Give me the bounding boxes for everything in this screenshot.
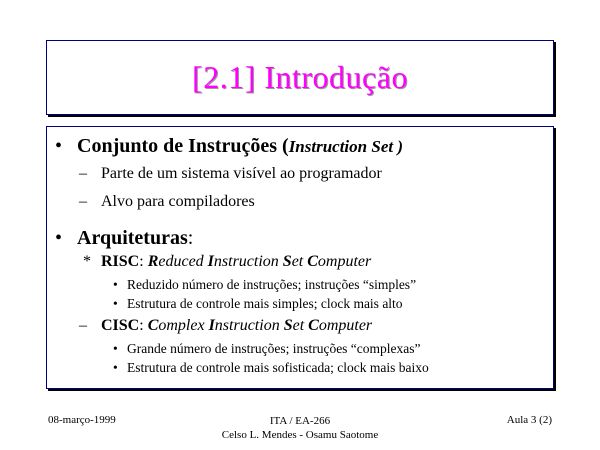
acronym-rest: omputer [317, 253, 372, 270]
risc-expansion [148, 253, 372, 270]
subitem-compilers [79, 193, 255, 211]
cisc-expansion [148, 317, 372, 334]
bullet-dot: • [55, 135, 63, 157]
detail-text: Estrutura de controle mais sofisticada; clock mais baixo [127, 360, 429, 375]
subitem-text: Alvo para compiladores [101, 193, 255, 210]
acronym-letter: S [282, 253, 292, 270]
cisc-label: CISC [101, 317, 140, 334]
risc-colon: : [139, 253, 148, 270]
dash-bullet: – [79, 165, 87, 182]
cisc-colon: : [139, 317, 148, 334]
footer-date: 08-março-1999 [48, 414, 116, 426]
slide-title-box [46, 40, 554, 115]
subitem-risc [83, 253, 371, 271]
acronym-letter: C [307, 253, 318, 270]
subitem-cisc [79, 317, 372, 335]
risc-label: RISC [101, 253, 140, 270]
detail-text: Reduzido número de instruções; instruções “simples” [127, 277, 417, 292]
bullet-item-architectures [55, 227, 193, 250]
risc-detail-instructions [113, 277, 416, 293]
detail-text: Estrutura de controle mais simples; clock mais alto [127, 296, 403, 311]
bullet-dot: • [55, 227, 63, 249]
asterisk-bullet: * [83, 253, 91, 270]
acronym-letter: I [208, 317, 215, 334]
acronym-rest: educed [158, 253, 208, 270]
acronym-rest: nstruction [213, 253, 283, 270]
cisc-detail-instructions [113, 341, 421, 357]
acronym-rest: et [291, 253, 308, 270]
footer-authors: Celso L. Mendes - Osamu Saotome [221, 429, 379, 441]
acronym-letter: I [207, 253, 214, 270]
acronym-rest: omputer [318, 317, 373, 334]
risc-detail-control [113, 296, 403, 312]
small-bullet: • [113, 296, 118, 311]
acronym-letter: C [308, 317, 319, 334]
item-text-italic: Instruction Set ) [288, 137, 403, 156]
acronym-rest: et [292, 317, 309, 334]
bullet-item-instruction-set [55, 135, 403, 158]
subitem-visible-programmer [79, 165, 382, 183]
dash-bullet: – [79, 193, 87, 210]
acronym-rest: nstruction [214, 317, 284, 334]
item-text-bold: Conjunto de Instruções ( [77, 135, 289, 157]
slide-title: [2.1] Introdução [192, 59, 408, 95]
acronym-letter: S [283, 317, 293, 334]
footer-page: Aula 3 (2) [506, 414, 552, 426]
footer-course-code: ITA / EA-266 [269, 415, 331, 427]
small-bullet: • [113, 360, 118, 375]
detail-text: Grande número de instruções; instruções “complexas” [127, 341, 421, 356]
slide-body-box [46, 126, 554, 389]
cisc-detail-control [113, 360, 429, 376]
acronym-letter: C [147, 317, 159, 334]
subitem-text: Parte de um sistema visível ao programador [101, 165, 382, 182]
small-bullet: • [113, 277, 118, 292]
item-text: : [187, 227, 194, 249]
acronym-letter: R [147, 253, 159, 270]
small-bullet: • [113, 341, 118, 356]
item-text-bold: Arquiteturas [77, 227, 188, 249]
acronym-rest: omplex [158, 317, 209, 334]
dash-bullet: – [79, 317, 87, 334]
